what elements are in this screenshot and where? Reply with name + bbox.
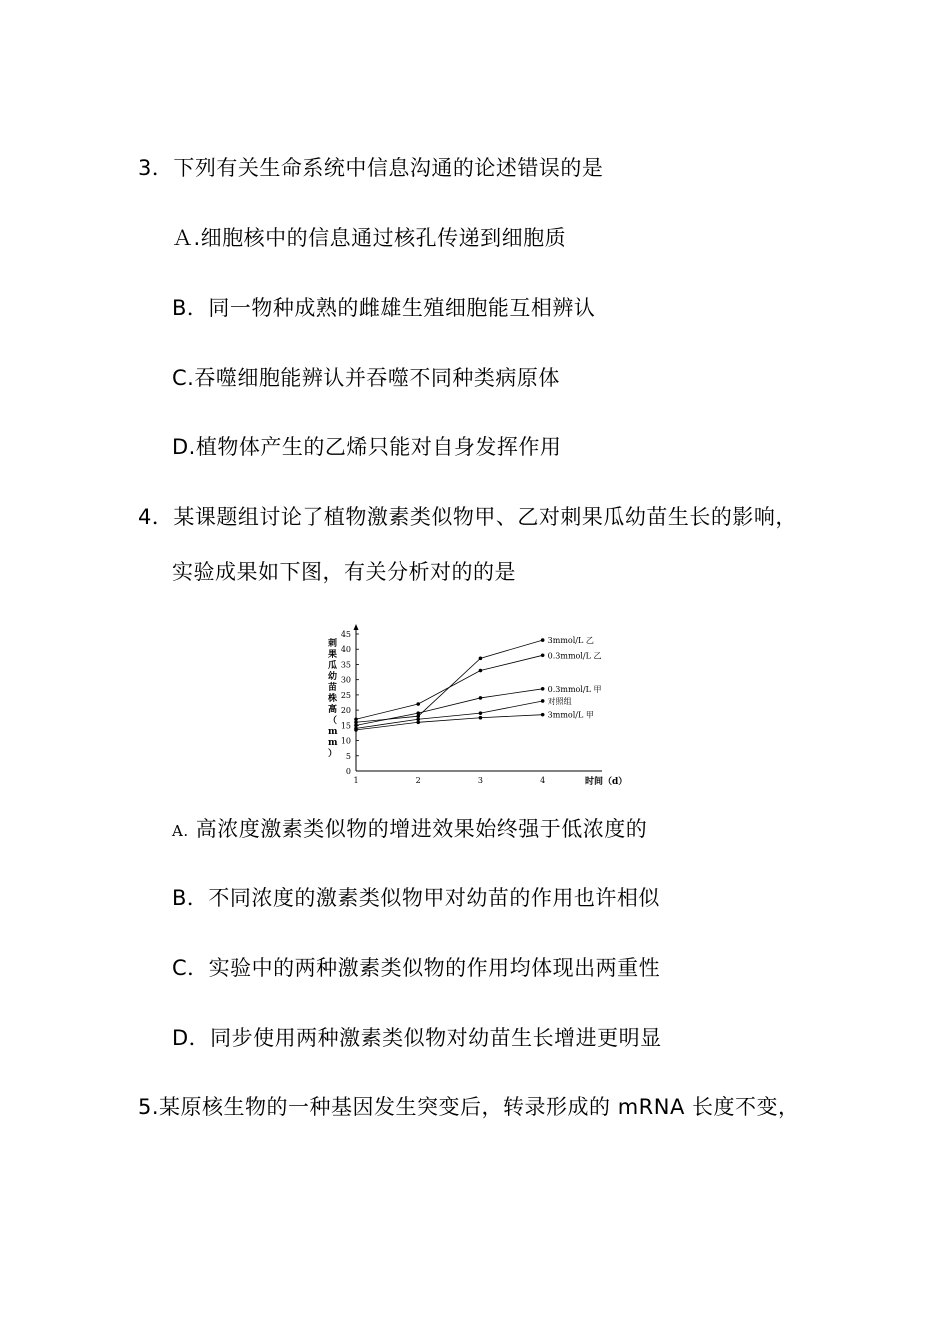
y-label-char: 高 [328,705,338,715]
data-point [479,669,483,673]
data-point [354,728,358,732]
series-label: 0.3mmol/L 甲 [547,684,602,694]
question-4-option-d: D．同步使用两种激素类似物对幼苗生长增进更明显 [172,1026,662,1050]
x-tick-label: 3 [477,776,483,785]
data-point [479,716,483,720]
data-point [479,711,483,715]
x-tick-label: 1 [353,776,359,785]
y-label-char: m [328,738,338,748]
series-label: 对照组 [547,696,572,706]
series-group [354,696,571,730]
seedling-height-chart [320,620,650,800]
y-tick-label: 20 [340,706,351,716]
y-tick-label: 15 [340,721,351,731]
question-3-option-b: B．同一物种成熟的雌雄生殖细胞能互相辨认 [172,296,596,320]
question-3-option-c: C.吞噬细胞能辨认并吞噬不同种类病原体 [172,366,560,390]
y-tick-label: 30 [340,675,351,685]
x-axis-label: 时间（d） [585,777,628,787]
y-tick-label: 10 [340,736,351,746]
series-label: 3mmol/L 甲 [547,710,594,720]
y-label-char: 刺 [328,639,338,649]
y-label-char: 果 [328,650,338,660]
data-point [541,713,545,717]
data-point [479,696,483,700]
question-3-option-d: D.植物体产生的乙烯只能对自身发挥作用 [172,435,562,459]
option-a-letter: A. [172,822,189,840]
y-label-char: ） [328,749,338,759]
data-point [541,687,545,691]
question-4-stem-line-1: 4．某课题组讨论了植物激素类似物甲、乙对刺果瓜幼苗生长的影响， [138,505,797,529]
series-line [356,655,543,719]
y-label-char: 瓜 [328,661,338,671]
data-point [541,638,545,642]
question-4-stem-line-2: 实验成果如下图，有关分析对的的是 [172,560,516,584]
series-label: 0.3mmol/L 乙 [547,651,602,661]
series-line [356,640,543,722]
series-label: 3mmol/L 乙 [547,636,594,646]
y-tick-label: 35 [340,660,351,670]
question-3-option-a: Ａ.细胞核中的信息通过核孔传递到细胞质 [172,226,567,250]
series-line [356,715,543,730]
data-point [416,711,420,715]
series-line [356,701,543,728]
option-a-text: 高浓度激素类似物的增进效果始终强于低浓度的 [188,817,648,841]
y-tick-label: 25 [340,690,351,700]
data-point [416,702,420,706]
data-point [416,720,420,724]
question-4-option-a [172,815,647,845]
data-point [541,699,545,703]
y-tick-label: 45 [340,630,351,639]
question-5-stem: 5.某原核生物的一种基因发生突变后，转录形成的 mRNA 长度不变， [138,1095,800,1119]
y-axis-label [327,637,338,759]
data-point [479,657,483,661]
y-label-char: 株 [328,694,338,704]
x-axis-ticks [353,776,545,785]
y-tick-label: 0 [345,767,351,776]
y-axis-arrow [354,624,359,630]
y-tick-label: 40 [340,645,351,655]
y-label-char: 幼 [328,672,338,682]
y-label-char: m [328,727,338,737]
y-label-char: 苗 [328,683,338,693]
y-tick-label: 5 [345,751,351,761]
question-3-stem: 3．下列有关生命系统中信息沟通的论述错误的是 [138,156,604,180]
x-tick-label: 4 [540,776,546,785]
question-4-option-b: B．不同浓度的激素类似物甲对幼苗的作用也许相似 [172,886,660,910]
chart-series [354,636,601,732]
data-point [541,654,545,658]
data-point [354,717,358,721]
x-tick-label: 2 [415,776,421,785]
question-4-option-c: C．实验中的两种激素类似物的作用均体现出两重性 [172,956,661,980]
y-label-char: （ [328,716,338,726]
